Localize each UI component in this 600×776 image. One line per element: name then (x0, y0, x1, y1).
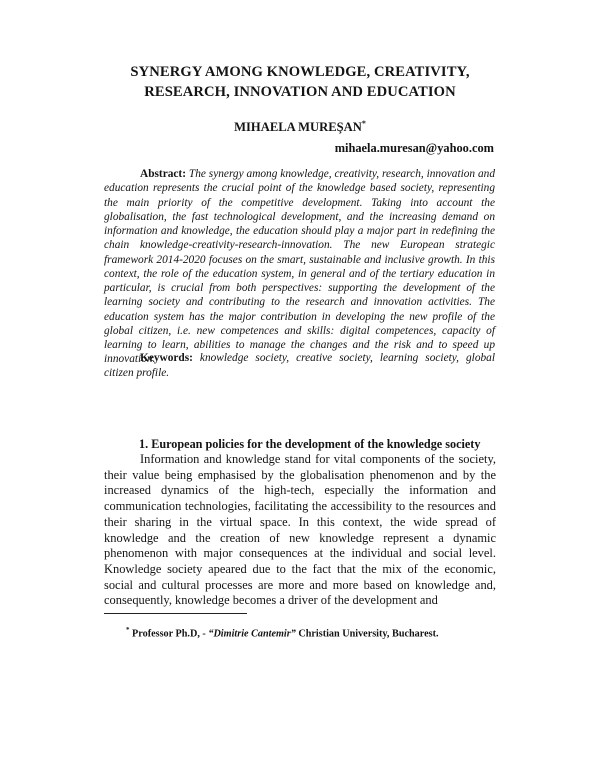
author-text: MIHAELA MUREŞAN (234, 120, 362, 135)
author-name (200, 116, 400, 135)
author-footnote-mark: * (361, 119, 366, 128)
keywords-text: knowledge society, creative society, learning society, global citizen profile. (104, 352, 495, 379)
paper-title (100, 62, 500, 102)
footnote-institution: “Dimitrie Cantemir” (208, 628, 296, 640)
footnote-prefix: Professor Ph.D, - (132, 628, 209, 640)
abstract (104, 167, 495, 367)
footnote (126, 623, 439, 641)
title-line-1: SYNERGY AMONG KNOWLEDGE, CREATIVITY, (130, 64, 470, 80)
abstract-label: Abstract: (140, 168, 186, 180)
section-heading: 1. European policies for the development of the knowledge society (139, 437, 481, 451)
author-email[interactable]: mihaela.muresan@yahoo.com (334, 141, 494, 155)
abstract-text: The synergy among knowledge, creativity, research, innovation and education represents the crucial point of the knowledge based society, representing the main priority of the competitive development. Taking into account the globalisation, the fast technological development, and the increasing demand on information and knowledge, the education should play a major part in redefining the chain knowledge-creativity-research-innovation. The new European strategic framework 2014-2020 focuses on the smart, sustainable and inclusive growth. In this context, the role of the education system, in general and of the tertiary education in particular, is crucial from both perspectives: supporting the development of the learning society and contributing to the research and innovation activities. The education system has the major contribution in developing the new profile of the global citizen, i.e. new competences and skills: digital competences, capacity of learning to learn, abilities to manage the changes and the risk and to speed up innovation. (104, 168, 495, 366)
footnote-divider (104, 613, 247, 614)
title-line-2: RESEARCH, INNOVATION AND EDUCATION (144, 84, 456, 100)
footnote-suffix: Christian University, Bucharest. (295, 628, 439, 640)
footnote-mark: * (126, 626, 130, 634)
keywords (104, 351, 495, 381)
body-paragraph: Information and knowledge stand for vital components of the society, their value being emphasised by the globalisation phenomenon and by the increased dynamics of the high-tech, especially the information and communication technologies, facilitating the accessibility to the resources and their sharing in the virtual space. In this context, the wide spread of knowledge and the creation of new knowledge represent a dynamic phenomenon with major consequences at the individual and social level. Knowledge society apeared due to the fact that the mix of the economic, social and cultural processes are more and more based on knowledge and, consequently, knowledge becomes a driver of the development and (104, 452, 496, 608)
keywords-label: Keywords: (140, 352, 193, 364)
